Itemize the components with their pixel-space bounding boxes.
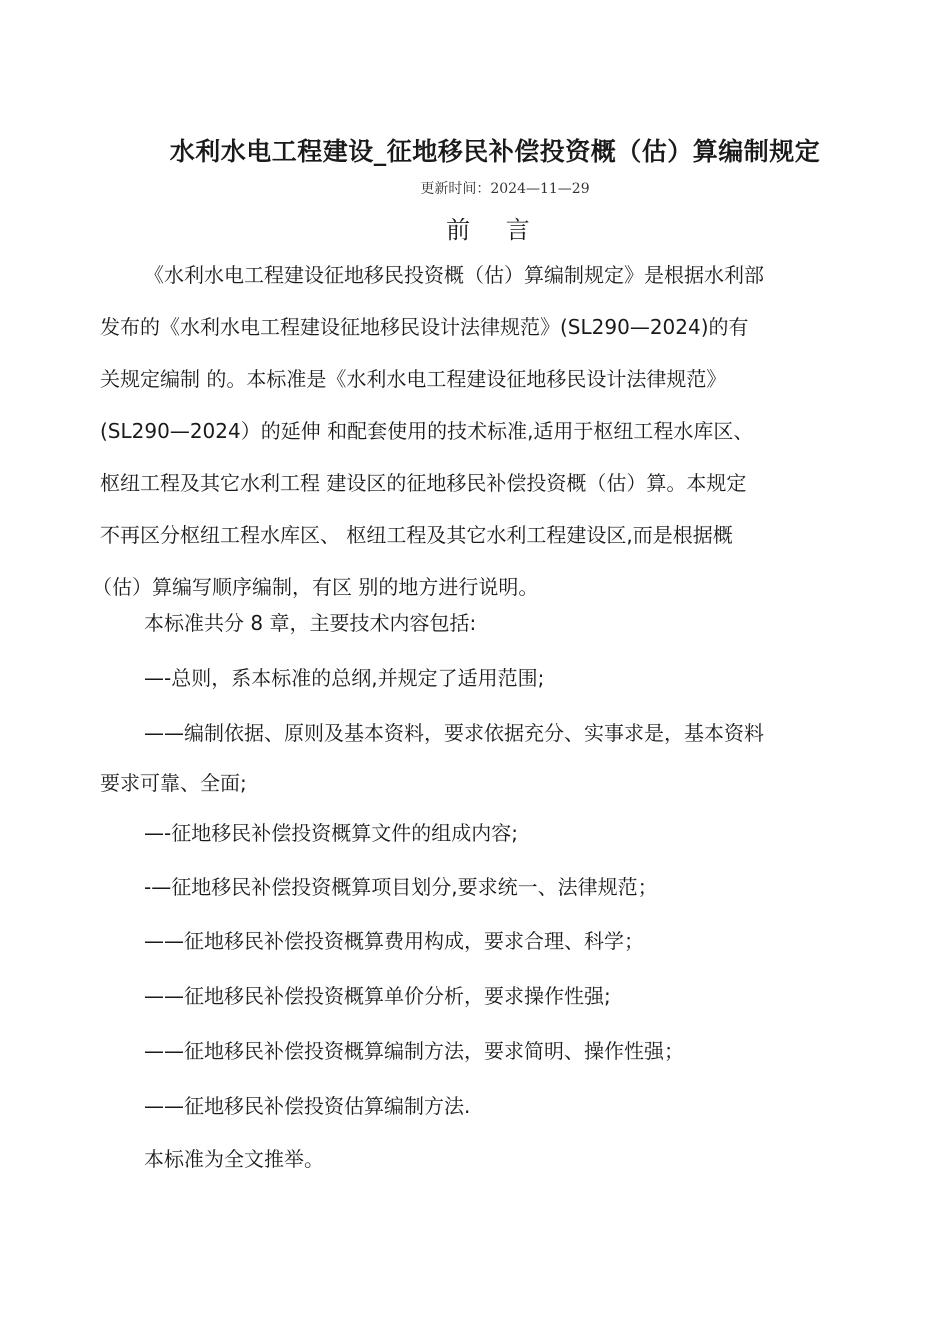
- document-title: 水利水电工程建设_征地移民补偿投资概（估）算编制规定: [169, 137, 821, 166]
- content-item: ——征地移民补偿投资估算编制方法.: [144, 1094, 471, 1118]
- preface-line: 《水利水电工程建设征地移民投资概（估）算编制规定》是根据水利部: [144, 263, 764, 287]
- content-item: ——征地移民补偿投资概算单价分析，要求操作性强;: [144, 984, 611, 1008]
- preface-line: 枢纽工程及其它水利工程 建设区的征地移民补偿投资概（估）算。本规定: [100, 471, 747, 495]
- content-item: —-总则，系本标准的总纲,并规定了适用范围;: [144, 666, 545, 690]
- content-item: -—征地移民补偿投资概算项目划分,要求统一、法律规范；: [144, 875, 658, 899]
- content-item: ——编制依据、原则及基本资料，要求依据充分、实事求是，基本资料: [144, 721, 764, 745]
- preface-line: 关规定编制 的。本标准是《水利水电工程建设征地移民设计法律规范》: [100, 367, 727, 391]
- content-item-continuation: 要求可靠、全面;: [100, 771, 247, 795]
- preface-paragraph: [92, 249, 848, 613]
- content-item: ——征地移民补偿投资概算费用构成，要求合理、科学；: [144, 929, 644, 953]
- content-item: ——征地移民补偿投资概算编制方法，要求简明、操作性强；: [144, 1039, 684, 1063]
- preface-line: (SL290—2024）的延伸 和配套使用的技术标准,适用于枢纽工程水库区、: [100, 419, 754, 443]
- section-heading-preface: 前 言: [446, 216, 544, 244]
- chapter-intro: 本标准共分 8 章，主要技术内容包括:: [144, 611, 477, 635]
- preface-line: 不再区分枢纽工程水库区、 枢纽工程及其它水利工程建设区,而是根据概: [100, 523, 733, 547]
- preface-line: （估）算编写顺序编制，有区 别的地方进行说明。: [92, 575, 539, 599]
- preface-line: 发布的《水利水电工程建设征地移民设计法律规范》(SL290—2024)的有: [100, 315, 749, 339]
- content-item: —-征地移民补偿投资概算文件的组成内容;: [144, 821, 518, 845]
- update-time: 更新时间：2024—11—29: [420, 181, 590, 197]
- closing-statement: 本标准为全文推举。: [144, 1147, 324, 1171]
